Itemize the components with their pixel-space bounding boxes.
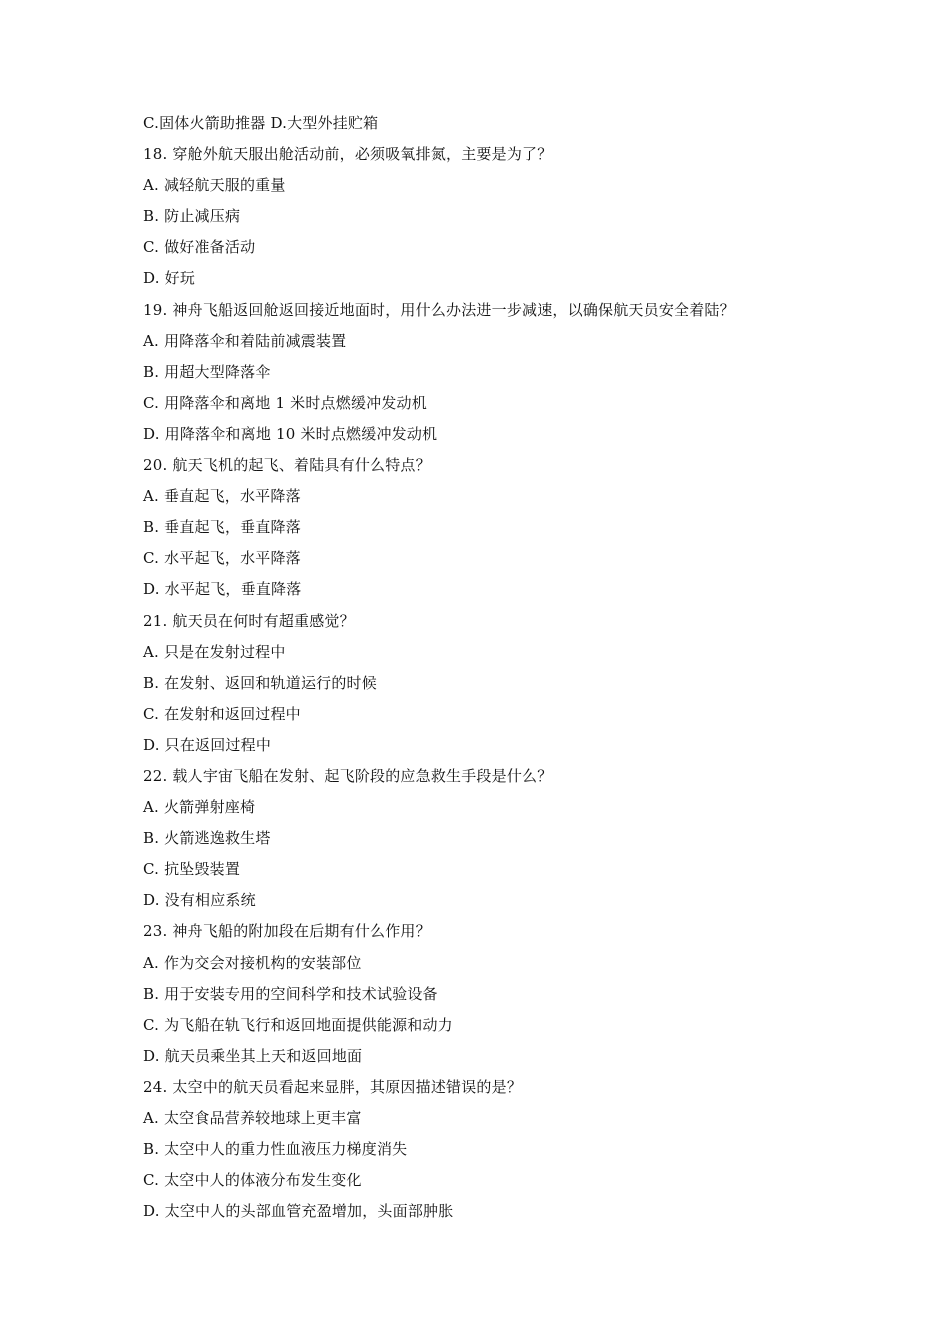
question-18: 18. 穿舱外航天服出舱活动前，必须吸氧排氮，主要是为了？ <box>143 145 553 164</box>
option-line: D. 只在返回过程中 <box>143 735 272 754</box>
question-19: 19. 神舟飞船返回舱返回接近地面时，用什么办法进一步减速，以确保航天员安全着陆？ <box>143 300 735 319</box>
option-line: C.固体火箭助推器 D.大型外挂贮箱 <box>143 114 379 132</box>
option-line: C. 在发射和返回过程中 <box>143 704 301 723</box>
question-23: 23. 神舟飞船的附加段在后期有什么作用？ <box>143 922 431 941</box>
option-line: D. 好玩 <box>143 269 196 288</box>
option-line: A. 火箭弹射座椅 <box>143 798 256 817</box>
option-line: D. 用降落伞和离地 10 米时点燃缓冲发动机 <box>143 424 438 443</box>
option-line: B. 在发射、返回和轨道运行的时候 <box>143 673 377 692</box>
option-line: C. 用降落伞和离地 1 米时点燃缓冲发动机 <box>143 393 427 412</box>
option-line: A. 作为交会对接机构的安装部位 <box>143 953 362 972</box>
option-line: D. 没有相应系统 <box>143 891 256 910</box>
option-line: A. 垂直起飞，水平降落 <box>143 487 301 506</box>
question-21: 21. 航天员在何时有超重感觉？ <box>143 611 355 630</box>
question-22: 22. 载人宇宙飞船在发射、起飞阶段的应急救生手段是什么？ <box>143 766 553 785</box>
option-line: C. 太空中人的体液分布发生变化 <box>143 1171 362 1190</box>
option-line: B. 太空中人的重力性血液压力梯度消失 <box>143 1140 408 1159</box>
option-line: C. 抗坠毁装置 <box>143 860 241 879</box>
option-line: A. 只是在发射过程中 <box>143 642 286 661</box>
question-list <box>143 108 823 1227</box>
option-line: B. 垂直起飞，垂直降落 <box>143 518 301 537</box>
question-24: 24. 太空中的航天员看起来显胖，其原因描述错误的是？ <box>143 1077 523 1096</box>
option-line: D. 水平起飞，垂直降落 <box>143 580 302 599</box>
option-line: A. 太空食品营养较地球上更丰富 <box>143 1109 362 1127</box>
option-line: D. 航天员乘坐其上天和返回地面 <box>143 1046 363 1065</box>
option-line: A. 减轻航天服的重量 <box>143 176 286 195</box>
option-line: C. 做好准备活动 <box>143 238 256 257</box>
option-line: A. 用降落伞和着陆前减震装置 <box>143 331 347 350</box>
option-line: B. 防止减压病 <box>143 207 241 226</box>
option-line: C. 为飞船在轨飞行和返回地面提供能源和动力 <box>143 1015 453 1034</box>
option-line: B. 用超大型降落伞 <box>143 362 271 381</box>
question-20: 20. 航天飞机的起飞、着陆具有什么特点？ <box>143 456 431 475</box>
option-line: D. 太空中人的头部血管充盈增加，头面部肿胀 <box>143 1202 454 1221</box>
option-line: C. 水平起飞，水平降落 <box>143 549 301 568</box>
option-line: B. 火箭逃逸救生塔 <box>143 829 271 848</box>
option-line: B. 用于安装专用的空间科学和技术试验设备 <box>143 984 438 1003</box>
